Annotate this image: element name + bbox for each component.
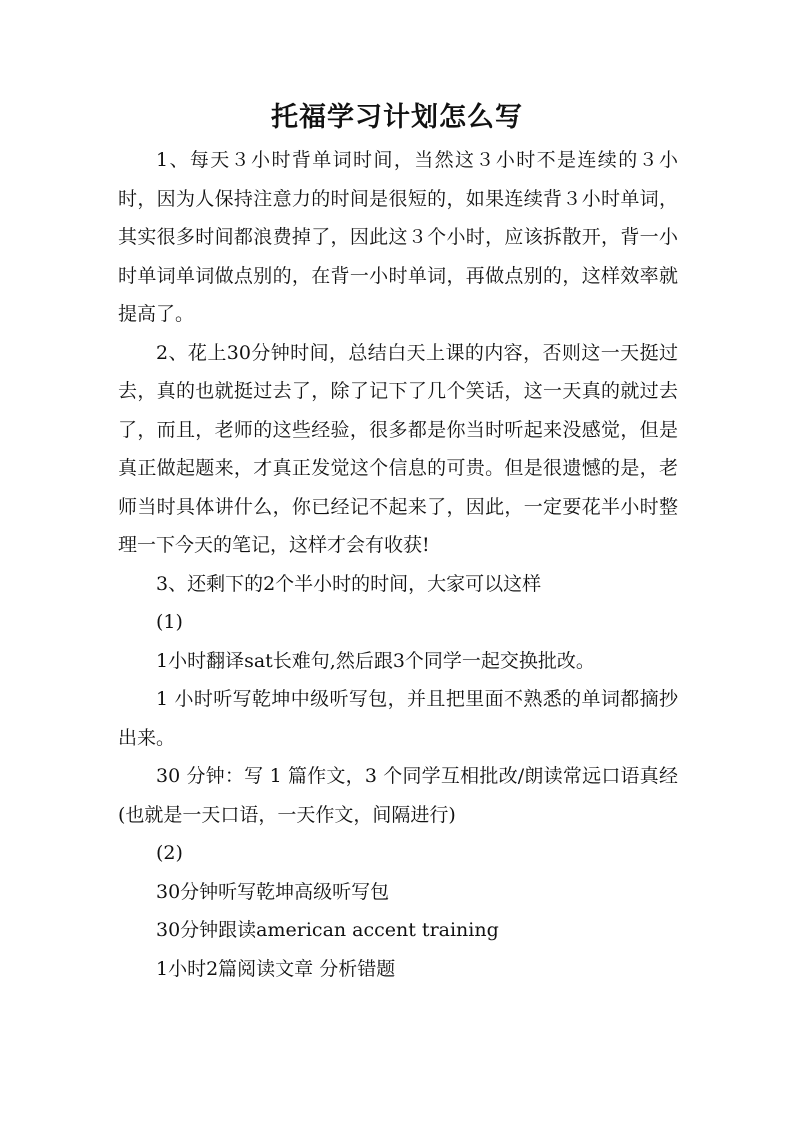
plan-item-1: 1小时翻译sat长难句,然后跟3个同学一起交换批改。 (156, 649, 595, 672)
plan-item-3: 30 分钟：写 1 篇作文，3 个同学互相批改/朗读常远口语真经(也就是一天口语，一天作文，间隔进行) (118, 765, 678, 826)
plan-item-2: 1 小时听写乾坤中级听写包，并且把里面不熟悉的单词都摘抄出来。 (118, 688, 678, 749)
plan-item-5: 30分钟跟读american accent training (156, 919, 499, 941)
paragraph-3: 3、还剩下的2个半小时的时间，大家可以这样 (156, 572, 542, 595)
document-title: 托福学习计划怎么写 (271, 102, 523, 133)
plan-item-4: 30分钟听写乾坤高级听写包 (156, 880, 390, 903)
plan-item-6: 1小时2篇阅读文章 分析错题 (156, 957, 396, 980)
subheading-2: (2) (156, 842, 183, 864)
subheading-1: (1) (156, 611, 183, 633)
paragraph-2: 2、花上30分钟时间，总结白天上课的内容，否则这一天挺过去，真的也就挺过去了，除了记下了几个笑话，这一天真的就过去了，而且，老师的这些经验，很多都是你当时听起来没感觉，但是真正做起题来，才真正发觉这个信息的可贵。但是很遗憾的是，老师当时具体讲什么，你已经记不起来了，因此，一定要花半小时整理一下今天的笔记，这样才会有收获! (118, 341, 678, 556)
paragraph-1: 1、每天３小时背单词时间，当然这３小时不是连续的３小时，因为人保持注意力的时间是很短的，如果连续背３小时单词，其实很多时间都浪费掉了，因此这３个小时，应该拆散开，背一小时单词单词做点别的，在背一小时单词，再做点别的，这样效率就提高了。 (118, 149, 678, 325)
document-body (118, 141, 678, 988)
